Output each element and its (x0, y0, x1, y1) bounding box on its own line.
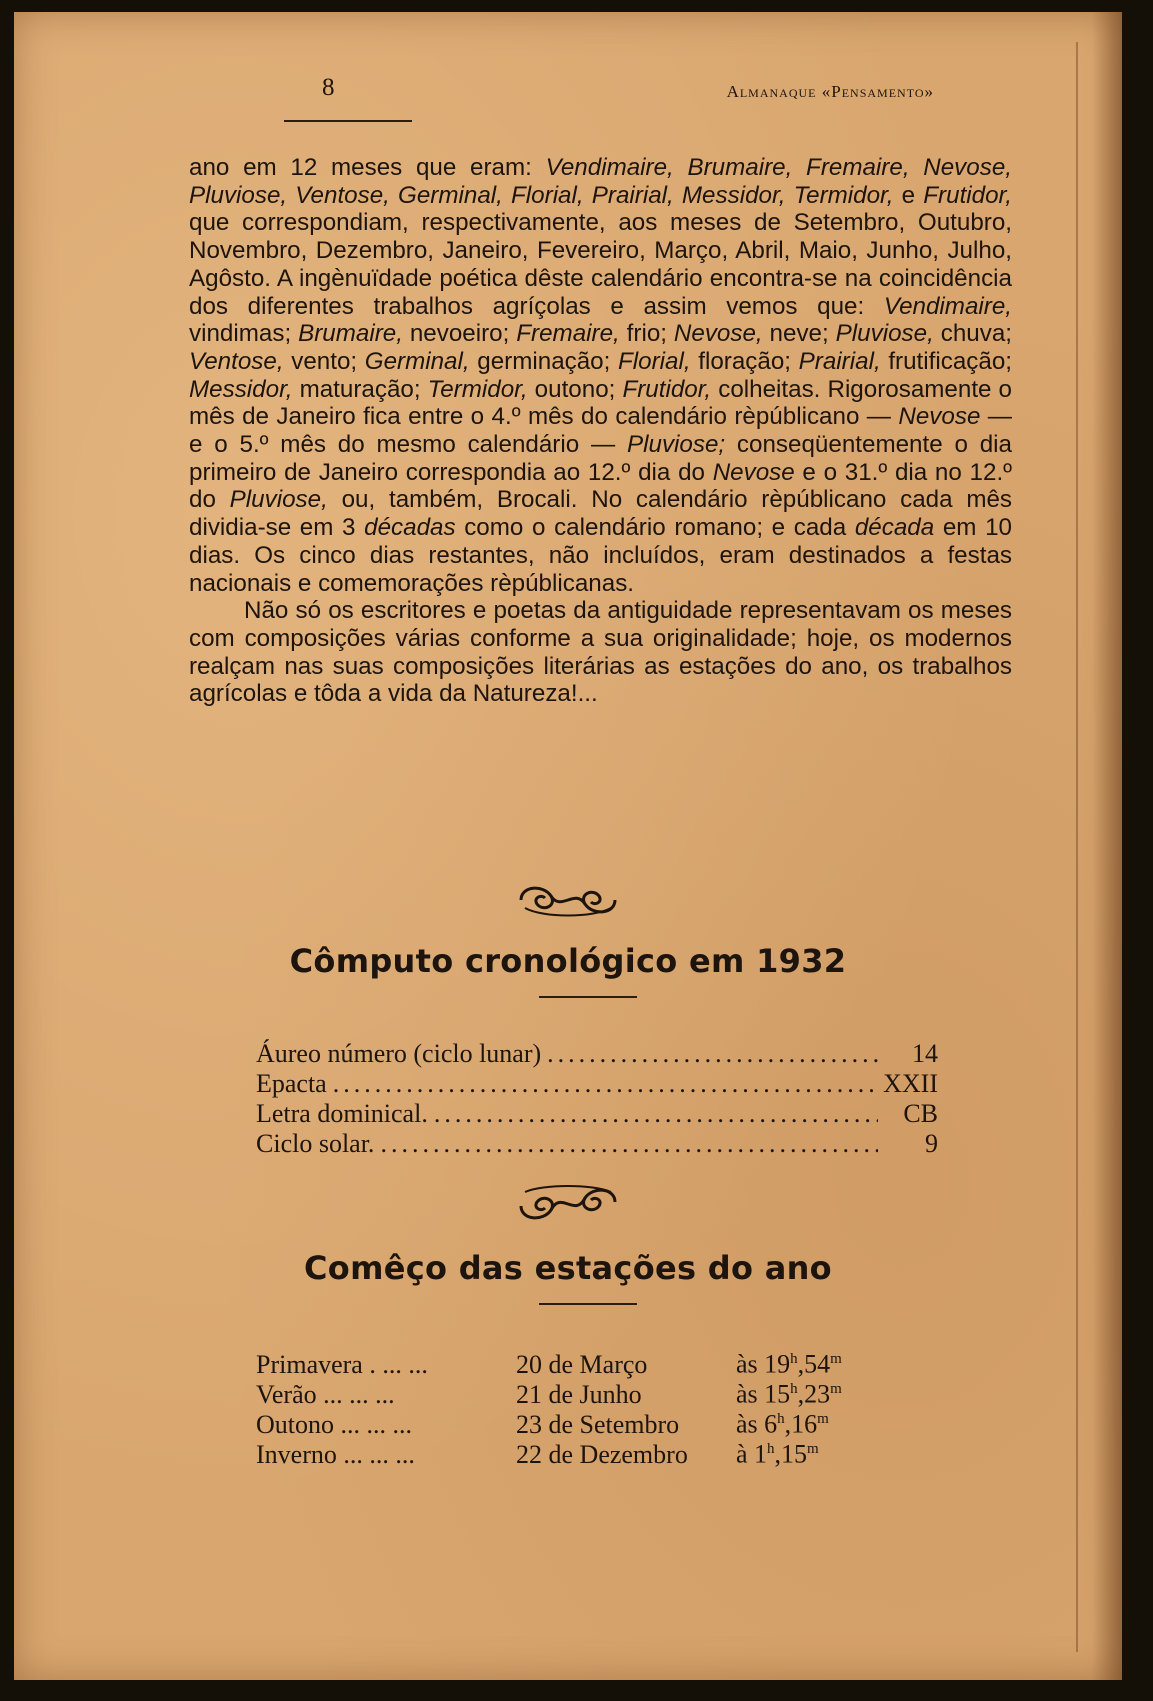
season-time: às 15$^h$,23$^m$ (736, 1379, 842, 1409)
computo-label: Áureo número (ciclo lunar) (256, 1039, 542, 1068)
italic-term: Prairial, (798, 347, 881, 375)
season-date: 20 de Março (516, 1349, 648, 1379)
ornament-divider-1 (14, 878, 1122, 927)
minute-value: 15 (781, 1439, 808, 1469)
season-name (256, 1350, 516, 1380)
italic-term: Frutidor, (622, 375, 712, 403)
season-label: Outono (256, 1409, 334, 1439)
page-number: 8 (322, 74, 335, 101)
text-run: outono; (527, 375, 623, 403)
hour-value: 15 (764, 1379, 791, 1409)
text-run: frutificação; (880, 347, 1012, 375)
season-name (256, 1380, 516, 1410)
italic-term: Nevose (712, 458, 795, 486)
ornament-divider-2 (14, 1180, 1122, 1229)
italic-term: Vendimaire, Brumaire, Fremaire, Nevose, Pluviose, Ventose, Germinal, Florial, Prairial, Messidor, Termidor, (189, 154, 1012, 209)
scroll-ornament-icon (513, 1180, 623, 1224)
season-name (256, 1410, 516, 1440)
hour-value: 6 (764, 1409, 778, 1439)
text-run: frio; (619, 320, 674, 348)
text-run: ou, também, Brocali. No calendário rèpúblicano cada mês dividia-se em 3 (189, 486, 1013, 542)
hour-unit: h (790, 1381, 798, 1397)
dot-leader (327, 1069, 878, 1099)
seasons-table (256, 1344, 956, 1469)
text-run: e (893, 181, 924, 209)
season-date: 21 de Junho (516, 1379, 642, 1409)
italic-term: Pluviose, (229, 486, 328, 514)
time-preposition: às (736, 1409, 758, 1439)
time-preposition: às (736, 1379, 758, 1409)
season-time: à 1$^h$,15$^m$ (736, 1439, 819, 1469)
time-preposition: à (736, 1439, 748, 1469)
computo-row (256, 1099, 938, 1129)
computo-value: 9 (925, 1129, 938, 1158)
minute-value: 54 (804, 1349, 831, 1379)
text-run: ano em 12 meses que eram: (189, 154, 546, 181)
italic-term: Pluviose; (626, 431, 726, 459)
minute-value: 16 (791, 1409, 818, 1439)
estacoes-title: Comêço das estações do ano (304, 1249, 832, 1287)
minute-unit: m (817, 1411, 829, 1427)
dot-leader (541, 1039, 878, 1069)
binding-crease (1076, 42, 1078, 1652)
dot-leader (428, 1099, 878, 1129)
dot-leader: ... ... ... (323, 1379, 395, 1409)
season-date: 22 de Dezembro (516, 1439, 688, 1469)
running-title: Almanaque «Pensamento» (726, 82, 934, 101)
italic-term: Nevose (898, 403, 981, 431)
computo-label: Letra dominical. (256, 1099, 428, 1128)
italic-term: Termidor, (427, 375, 528, 403)
italic-term: Fremaire, (516, 320, 620, 348)
season-row (256, 1344, 956, 1379)
text-run: maturação; (292, 375, 428, 403)
text-run: conseqüentemente o dia primeiro de Janeiro correspondia ao 12.º dia do (189, 431, 1013, 486)
italic-term: Florial, (618, 347, 691, 375)
italic-term: Brumaire, (298, 320, 403, 348)
italic-term: Messidor, (189, 375, 293, 403)
hour-value: 19 (764, 1349, 791, 1379)
text-run: chuva; (933, 320, 1012, 348)
paragraph-nature: Não só os escritores e poetas da antiguidade representavam os meses com composições várias conforme a sua originalidade; hoje, os modernos realçam nas suas composições literárias as estações do ano, os trabalhos agrícolas e tôda a vida da Natureza!... (189, 597, 1012, 708)
text-run: nevoeiro; (402, 320, 517, 348)
hour-unit: h (790, 1351, 798, 1367)
computo-value: XXII (883, 1069, 938, 1098)
running-header (14, 74, 1122, 104)
italic-term: décadas (364, 514, 456, 542)
computo-label: Ciclo solar. (256, 1129, 375, 1158)
italic-term: Nevose, (673, 320, 763, 348)
text-run: germinação; (469, 347, 619, 375)
computo-row (256, 1039, 938, 1069)
text-run: neve; (762, 320, 836, 348)
time-preposition: às (736, 1349, 758, 1379)
computo-table (256, 1039, 938, 1159)
season-name (256, 1440, 516, 1470)
dot-leader (374, 1129, 878, 1159)
almanac-page (14, 12, 1122, 1680)
scroll-ornament-icon (513, 878, 623, 922)
italic-term: Frutidor, (923, 181, 1012, 209)
minute-unit: m (830, 1381, 842, 1397)
hour-value: 1 (754, 1439, 768, 1469)
minute-value: 23 (804, 1379, 831, 1409)
season-time: às 19$^h$,54$^m$ (736, 1349, 842, 1379)
computo-title: Cômputo cronológico em 1932 (289, 942, 847, 980)
italic-term: Ventose, (189, 347, 284, 375)
season-time: às 6$^h$,16$^m$ (736, 1409, 829, 1439)
italic-term: Germinal, (364, 347, 470, 375)
computo-value: CB (903, 1099, 938, 1128)
hour-unit: h (777, 1411, 785, 1427)
text-run: e o 31.º dia no 12.º do (189, 458, 1013, 514)
italic-term: Pluviose, (835, 320, 934, 348)
text-run: como o calendário romano; e cada (455, 514, 855, 542)
estacoes-title-rule (539, 1303, 637, 1305)
page-spine-shadow (1092, 12, 1122, 1680)
text-run: floração; (690, 347, 799, 375)
text-run: em 10 dias. Os cinco dias restantes, não incluídos, eram destinados a festas nacionais e comemorações rèpúblicanas. (189, 514, 1012, 597)
season-label: Verão (256, 1379, 317, 1409)
computo-label: Epacta (256, 1069, 327, 1098)
computo-title-rule (539, 996, 637, 998)
body-text (189, 154, 1012, 708)
text-run: vento; (283, 347, 365, 375)
text-run: colheitas. Rigorosamente o mês de Janeiro fica entre o 4.º mês do calendário rèpúblicano — (189, 375, 1013, 431)
italic-term: década (854, 514, 935, 542)
computo-row (256, 1129, 938, 1159)
season-date: 23 de Setembro (516, 1409, 680, 1439)
dot-leader: ... ... ... (340, 1409, 412, 1439)
paragraph-calendar (189, 154, 1012, 597)
text-run: vindimas; (189, 320, 299, 348)
computo-row (256, 1069, 938, 1099)
season-label: Inverno (256, 1439, 337, 1469)
text-run: — e o 5.º mês do mesmo calendário — (189, 403, 1012, 459)
italic-term: Vendimaire, (883, 292, 1012, 320)
header-rule (284, 120, 412, 122)
computo-value: 14 (912, 1039, 938, 1068)
minute-unit: m (830, 1351, 842, 1367)
season-label: Primavera (256, 1349, 363, 1379)
text-run: que correspondiam, respectivamente, aos meses de Setembro, Outubro, Novembro, Dezembro, Janeiro, Fevereiro, Março, Abril, Maio, Junho, Julho, Agôsto. A ingènuïdade poética dêste calendário encontra-se na coincidência dos diferentes trabalhos agríçolas e assim vemos que: (189, 209, 1012, 320)
dot-leader: ... ... ... (343, 1439, 415, 1469)
dot-leader: . ... ... (369, 1349, 428, 1379)
hour-unit: h (767, 1441, 775, 1457)
minute-unit: m (807, 1441, 819, 1457)
